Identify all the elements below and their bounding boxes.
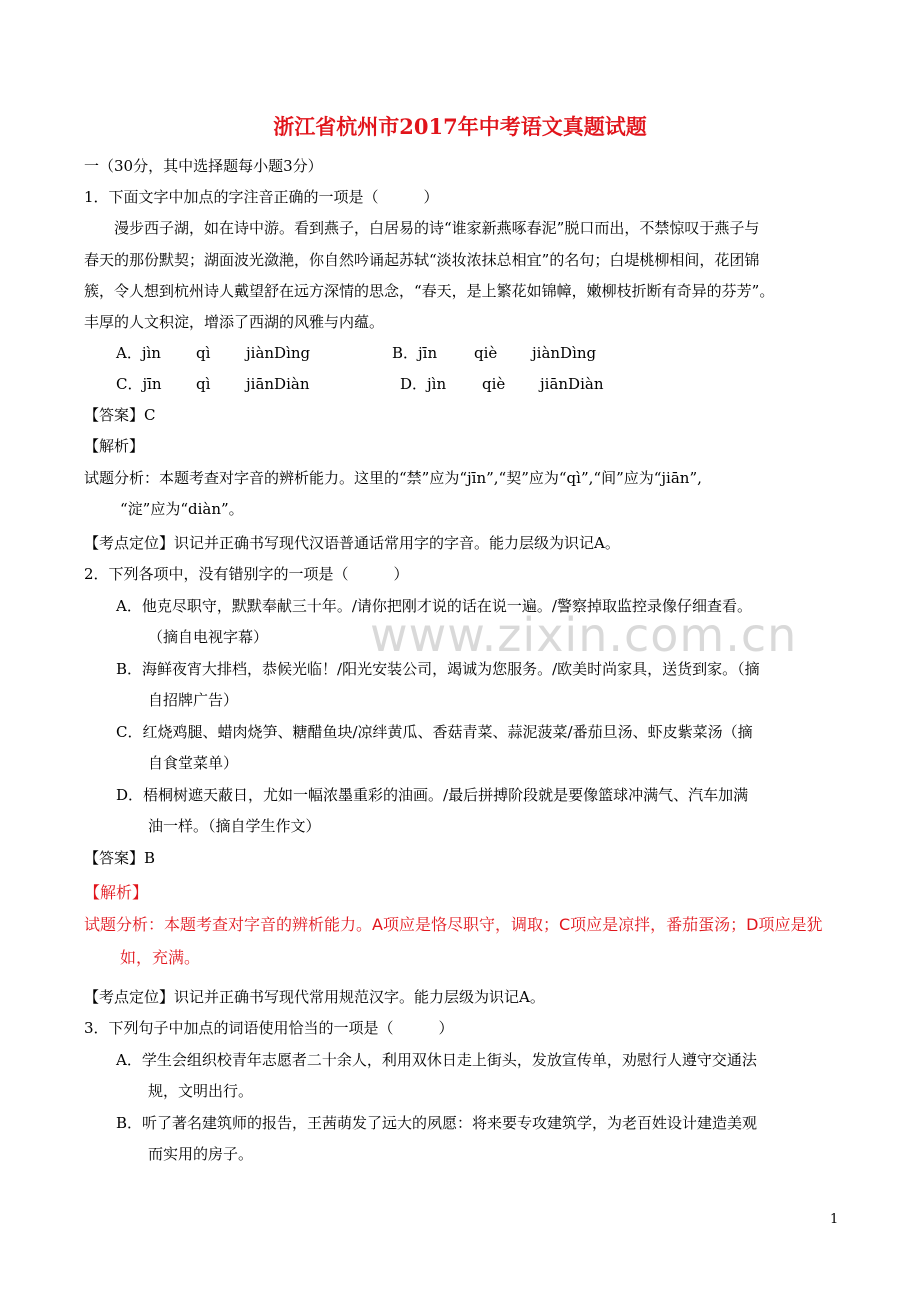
page-number: 1 — [830, 1212, 839, 1227]
q2-analysis-line: 如，充满。 — [120, 948, 201, 967]
q2-analysis-label: 【解析】 — [84, 883, 149, 902]
q2-option-c: C．红烧鸡腿、蜡肉烧笋、糖醋鱼块/凉绊黄瓜、香菇青菜、蒜泥菠菜/番茄旦汤、虾皮紫菜汤（摘 — [116, 723, 753, 741]
q1-passage-line: 簇，令人想到杭州诗人戴望舒在远方深情的思念，“春天，是上繁花如锦幛，嫩柳枝折断有奇异的芬芳”。 — [84, 282, 775, 300]
q2-option-d: D．梧桐树遮天蔽日，尤如一幅浓墨重彩的油画。/最后拼搏阶段就是要像篮球冲满气、汽车加满 — [116, 786, 749, 804]
q2-option-a: A．他克尽职守，默默奉献三十年。/请你把刚才说的话在说一遍。/警察掉取监控录像仔细查看。 — [116, 597, 752, 615]
q1-answer: 【答案】C — [84, 406, 156, 424]
q1-passage-line: 漫步西子湖，如在诗中游。看到燕子，白居易的诗“谁家新燕啄春泥”脱口而出，不禁惊叹于燕子与 — [114, 219, 760, 237]
q1-option-b: B．jīn qiè jiànDìng — [392, 344, 597, 362]
q1-analysis-line: “淀”应为“diàn”。 — [120, 500, 244, 518]
q3-stem: 3．下列句子中加点的词语使用恰当的一项是（ ） — [84, 1019, 454, 1037]
q2-answer: 【答案】B — [84, 849, 156, 867]
q2-option-b: B．海鲜夜宵大排档，恭候光临！/阳光安装公司，竭诚为您服务。/欧美时尚家具，送货到家。（摘 — [116, 660, 760, 678]
q3-option-a: A．学生会组织校青年志愿者二十余人，利用双休日走上街头，发放宣传单，劝慰行人遵守交通法 — [116, 1051, 757, 1069]
q3-option-b: B．听了著名建筑师的报告，王茜萌发了远大的夙愿：将来要专攻建筑学，为老百姓设计建造美观 — [116, 1114, 758, 1132]
q2-option-c-cont: 自食堂菜单） — [148, 754, 239, 772]
q2-stem: 2．下列各项中，没有错别字的一项是（ ） — [84, 565, 409, 583]
q2-option-a-cont: （摘自电视字幕） — [148, 628, 269, 646]
section-header: 一（30分，其中选择题每小题3分） — [84, 157, 323, 175]
q3-option-a-cont: 规，文明出行。 — [148, 1082, 254, 1100]
watermark: www.zixin.com.cn — [370, 608, 798, 662]
q1-stem: 1．下面文字中加点的字注音正确的一项是（ ） — [84, 188, 439, 206]
q1-option-c: C．jīn qì jiānDiàn — [116, 375, 310, 393]
q2-analysis-line: 试题分析：本题考查对字音的辨析能力。A项应是恪尽职守，调取；C项应是凉拌，番茄蛋汤；D项应是犹 — [84, 915, 823, 934]
q3-option-b-cont: 而实用的房子。 — [148, 1145, 254, 1163]
q1-passage-line: 春天的那份默契；湖面波光潋滟，你自然吟诵起苏轼“淡妆浓抹总相宜”的名句；白堤桃柳相间，花团锦 — [84, 251, 760, 269]
page-title: 浙江省杭州市2017年中考语文真题试题 — [273, 114, 647, 139]
q1-analysis-label: 【解析】 — [84, 437, 145, 455]
q1-analysis-line: 试题分析：本题考查对字音的辨析能力。这里的“禁”应为“jīn”,“契”应为“qì”,“间”应为“jiān”, — [84, 469, 702, 487]
q1-option-a: A．jìn qì jiànDìng — [116, 344, 311, 362]
q1-option-d: D．jìn qiè jiānDiàn — [400, 375, 604, 393]
q2-kaodian: 【考点定位】识记并正确书写现代常用规范汉字。能力层级为识记A。 — [84, 988, 545, 1006]
q1-kaodian: 【考点定位】识记并正确书写现代汉语普通话常用字的字音。能力层级为识记A。 — [84, 534, 620, 552]
q2-option-b-cont: 自招牌广告） — [148, 691, 239, 709]
q2-option-d-cont: 油一样。（摘自学生作文） — [148, 817, 321, 835]
q1-passage-line: 丰厚的人文积淀，增添了西湖的风雅与内蕴。 — [84, 313, 385, 331]
